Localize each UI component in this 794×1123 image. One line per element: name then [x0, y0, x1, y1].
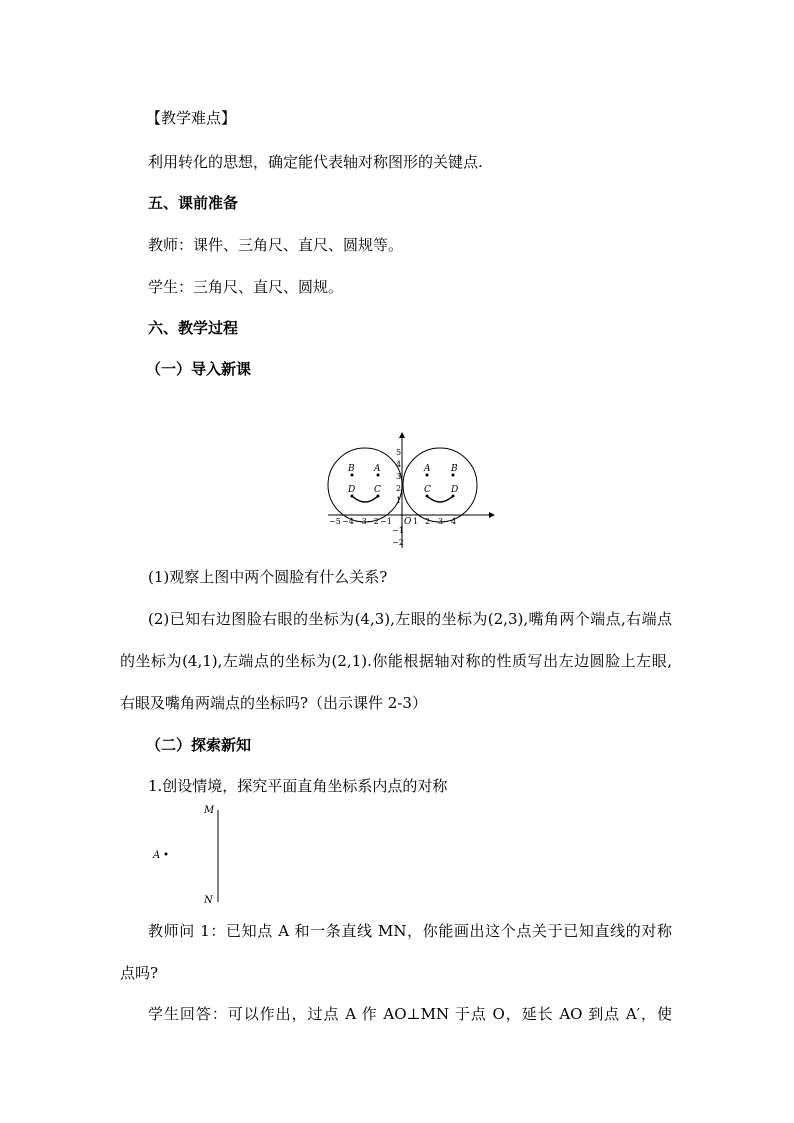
x-tick-label: −4 — [342, 517, 354, 526]
left-point-c — [377, 495, 380, 498]
origin-label: O — [404, 517, 412, 527]
left-face-mouth — [352, 496, 378, 502]
y-tick-label: 3 — [396, 472, 402, 481]
teacher-question-1-line-1: 教师问 1：已知点 A 和一条直线 MN，你能画出这个点关于已知直线的对称 — [148, 922, 672, 940]
right-point-c — [426, 495, 429, 498]
difficulty-text: 利用转化的思想，确定能代表轴对称图形的关键点. — [148, 153, 483, 171]
y-tick-label: −2 — [392, 538, 404, 547]
right-point-a — [426, 474, 429, 477]
y-tick-label: −1 — [392, 526, 404, 535]
right-face-circle — [403, 448, 477, 522]
x-tick-label: −2 — [367, 517, 379, 526]
y-tick-label: 5 — [396, 448, 402, 457]
question-2-line-1: (2)已知右边图脸右眼的坐标为(4,3),左眼的坐标为(2,3),嘴角两个端点,右端点 — [148, 610, 672, 628]
line-n-label: N — [204, 895, 213, 906]
y-tick-label: 4 — [396, 460, 402, 469]
left-face-circle — [328, 448, 402, 522]
left-point-d — [351, 495, 354, 498]
y-tick-label: 1 — [396, 496, 402, 505]
x-tick-label: 2 — [425, 517, 431, 526]
student-prep: 学生：三角尺、直尺、圆规。 — [148, 278, 344, 296]
sub1-heading: （一）导入新课 — [146, 360, 252, 378]
x-tick-label: 3 — [438, 517, 444, 526]
x-tick-label: −1 — [380, 517, 392, 526]
right-label-d: D — [451, 485, 459, 495]
item-1: 1.创设情境，探究平面直角坐标系内点的对称 — [148, 777, 448, 795]
section6-heading: 六、教学过程 — [148, 319, 239, 337]
left-point-a — [377, 474, 380, 477]
point-a-label: A — [153, 850, 161, 861]
difficulty-heading: 【教学难点】 — [146, 109, 237, 127]
left-label-a: A — [374, 464, 381, 474]
question-1: (1)观察上图中两个圆脸有什么关系? — [148, 568, 388, 586]
left-label-d: D — [348, 485, 356, 495]
right-label-b: B — [451, 464, 458, 474]
y-tick-label: 2 — [396, 484, 402, 493]
right-face-mouth — [427, 496, 453, 502]
x-tick-label: 4 — [451, 517, 457, 526]
right-point-b — [452, 474, 455, 477]
teacher-prep: 教师：课件、三角尺、直尺、圆规等。 — [148, 236, 404, 254]
x-tick-label: 1 — [413, 517, 419, 526]
right-point-d — [452, 495, 455, 498]
x-tick-label: −3 — [355, 517, 367, 526]
left-point-b — [351, 474, 354, 477]
point-a — [165, 853, 168, 856]
teacher-question-1-line-2: 点吗? — [120, 964, 159, 982]
left-label-b: B — [348, 464, 355, 474]
section5-heading: 五、课前准备 — [148, 194, 239, 212]
student-answer: 学生回答：可以作出，过点 A 作 AO⊥MN 于点 O，延长 AO 到点 A′，使 — [148, 1005, 672, 1023]
right-label-a: A — [424, 464, 431, 474]
right-label-c: C — [424, 485, 431, 495]
line-m-label: M — [204, 805, 215, 816]
question-2-line-2: 的坐标为(4,1),左端点的坐标为(2,1).你能根据轴对称的性质写出左边圆脸上左眼, — [120, 652, 672, 670]
question-2-line-3: 右眼及嘴角两端点的坐标吗?（出示课件 2-3） — [120, 694, 427, 712]
left-label-c: C — [374, 485, 381, 495]
x-tick-label: −5 — [329, 517, 341, 526]
sub2-heading: （二）探索新知 — [146, 736, 252, 754]
